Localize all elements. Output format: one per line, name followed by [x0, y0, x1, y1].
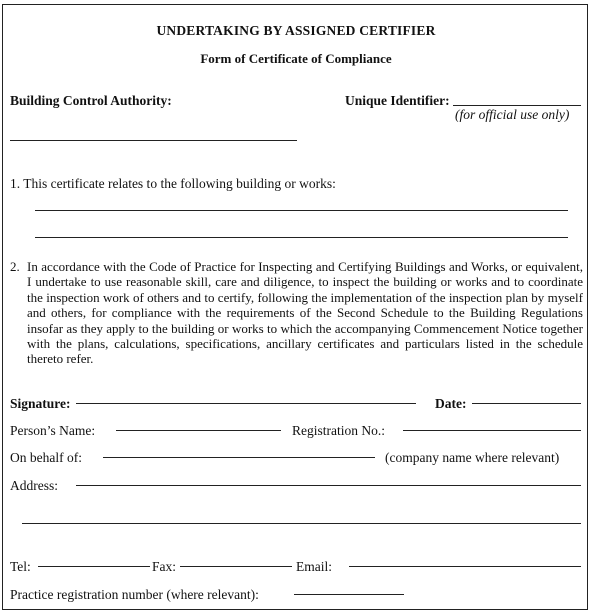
persons-name-label: Person’s Name: — [10, 423, 96, 438]
item-2-number: 2. — [10, 259, 20, 274]
date-field[interactable] — [472, 403, 581, 404]
unique-identifier-note: (for official use only) — [455, 107, 570, 122]
building-control-authority-label: Building Control Authority: — [10, 93, 172, 108]
signature-label: Signature: — [10, 396, 71, 411]
unique-identifier-label: Unique Identifier: — [345, 93, 450, 108]
item-1-text: 1. This certificate relates to the following building or works: — [10, 176, 336, 191]
fax-field[interactable] — [180, 566, 292, 567]
signature-field[interactable] — [76, 403, 416, 404]
company-name-note: (company name where relevant) — [385, 450, 560, 465]
tel-field[interactable] — [38, 566, 150, 567]
item-2-paragraph — [10, 259, 583, 367]
practice-registration-field[interactable] — [294, 594, 404, 595]
tel-label: Tel: — [10, 559, 31, 574]
form-title: UNDERTAKING BY ASSIGNED CERTIFIER — [156, 23, 436, 38]
address-field-1[interactable] — [76, 485, 581, 486]
fax-label: Fax: — [152, 559, 177, 574]
registration-no-label: Registration No.: — [292, 423, 385, 438]
registration-no-field[interactable] — [403, 430, 581, 431]
address-field-2[interactable] — [22, 523, 581, 524]
address-label: Address: — [10, 478, 58, 493]
practice-registration-label: Practice registration number (where relevant): — [10, 587, 259, 602]
building-works-field-1[interactable] — [35, 210, 568, 211]
form-subtitle: Form of Certificate of Compliance — [200, 51, 392, 66]
persons-name-field[interactable] — [116, 430, 281, 431]
building-control-authority-field[interactable] — [10, 140, 297, 141]
item-2-text: In accordance with the Code of Practice for Inspecting and Certifying Buildings and Works, or equivalent, I undertake to use reasonable skill, care and diligence, to inspect the building or works and to coordinate the inspection work of others and to certify, following the implementation of the inspection plan by myself and others, for compliance with the requirements of the Second Schedule to the Building Regulations insofar as they apply to the building or works to which the accompanying Commencement Notice together with the plans, calculations, specifications, ancillary certificates and particulars listed in the schedule thereto refer. — [27, 259, 583, 367]
building-works-field-2[interactable] — [35, 237, 568, 238]
unique-identifier-field[interactable] — [453, 105, 581, 106]
email-label: Email: — [296, 559, 332, 574]
email-field[interactable] — [349, 566, 581, 567]
date-label: Date: — [435, 396, 467, 411]
on-behalf-of-field[interactable] — [103, 457, 375, 458]
on-behalf-of-label: On behalf of: — [10, 450, 82, 465]
